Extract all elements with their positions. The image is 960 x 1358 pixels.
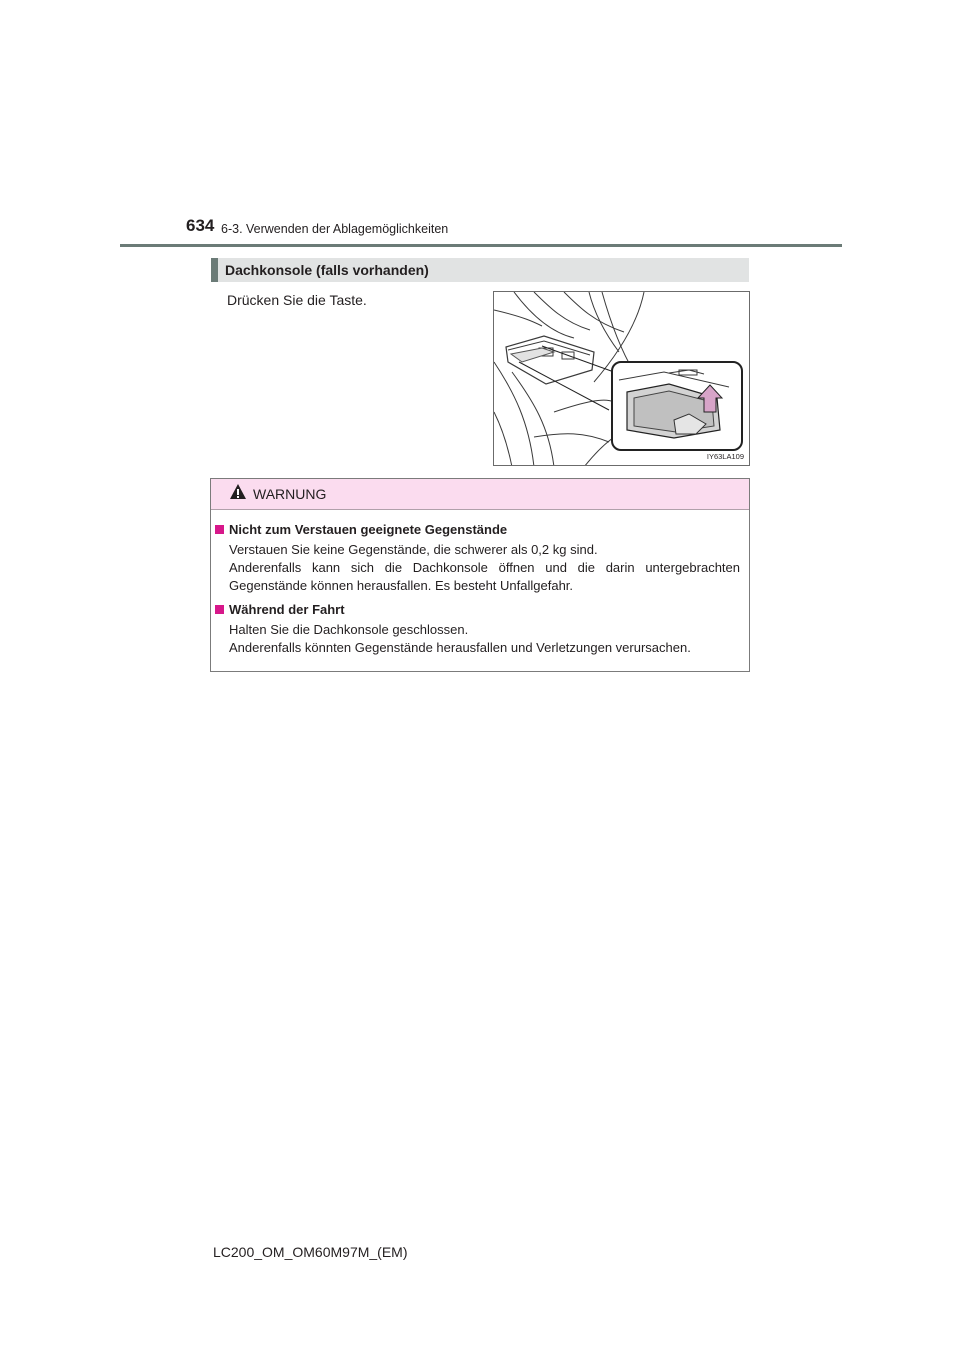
page-number: 634 [186,216,215,235]
header-rule [120,244,842,247]
warning-line: Anderenfalls kann sich die Dachkonsole öffnen und die darin untergebrachten Gegenstände können herausfallen. Es besteht Unfallgefahr. [229,560,740,593]
roof-console-illustration [493,291,750,466]
warning-box [210,478,750,672]
warning-header [211,479,749,510]
footer-doc-code: LC200_OM_OM60M97M_(EM) [213,1244,408,1260]
warning-triangle-icon [229,483,247,501]
subheading-title: Dachkonsole (falls vorhanden) [225,262,429,278]
warning-item-heading: Während der Fahrt [215,602,345,617]
bullet-square [215,605,224,614]
figure-code: IY63LA109 [706,452,744,461]
warning-item-text [229,621,740,657]
warning-title: WARNUNG [253,486,327,502]
warning-item-heading: Nicht zum Verstauen geeignete Gegenstände [215,522,507,537]
bullet-square [215,525,224,534]
subheading-bar [211,258,749,282]
warning-item-text [229,541,740,595]
warning-line: Verstauen Sie keine Gegenstände, die schwerer als 0,2 kg sind. [229,542,598,557]
instruction-text: Drücken Sie die Taste. [227,292,367,308]
warning-line: Anderenfalls könnten Gegenstände herausfallen und Verletzungen verursachen. [229,640,691,655]
section-title: 6-3. Verwenden der Ablagemöglichkeiten [221,222,449,236]
warning-line: Halten Sie die Dachkonsole geschlossen. [229,622,469,637]
